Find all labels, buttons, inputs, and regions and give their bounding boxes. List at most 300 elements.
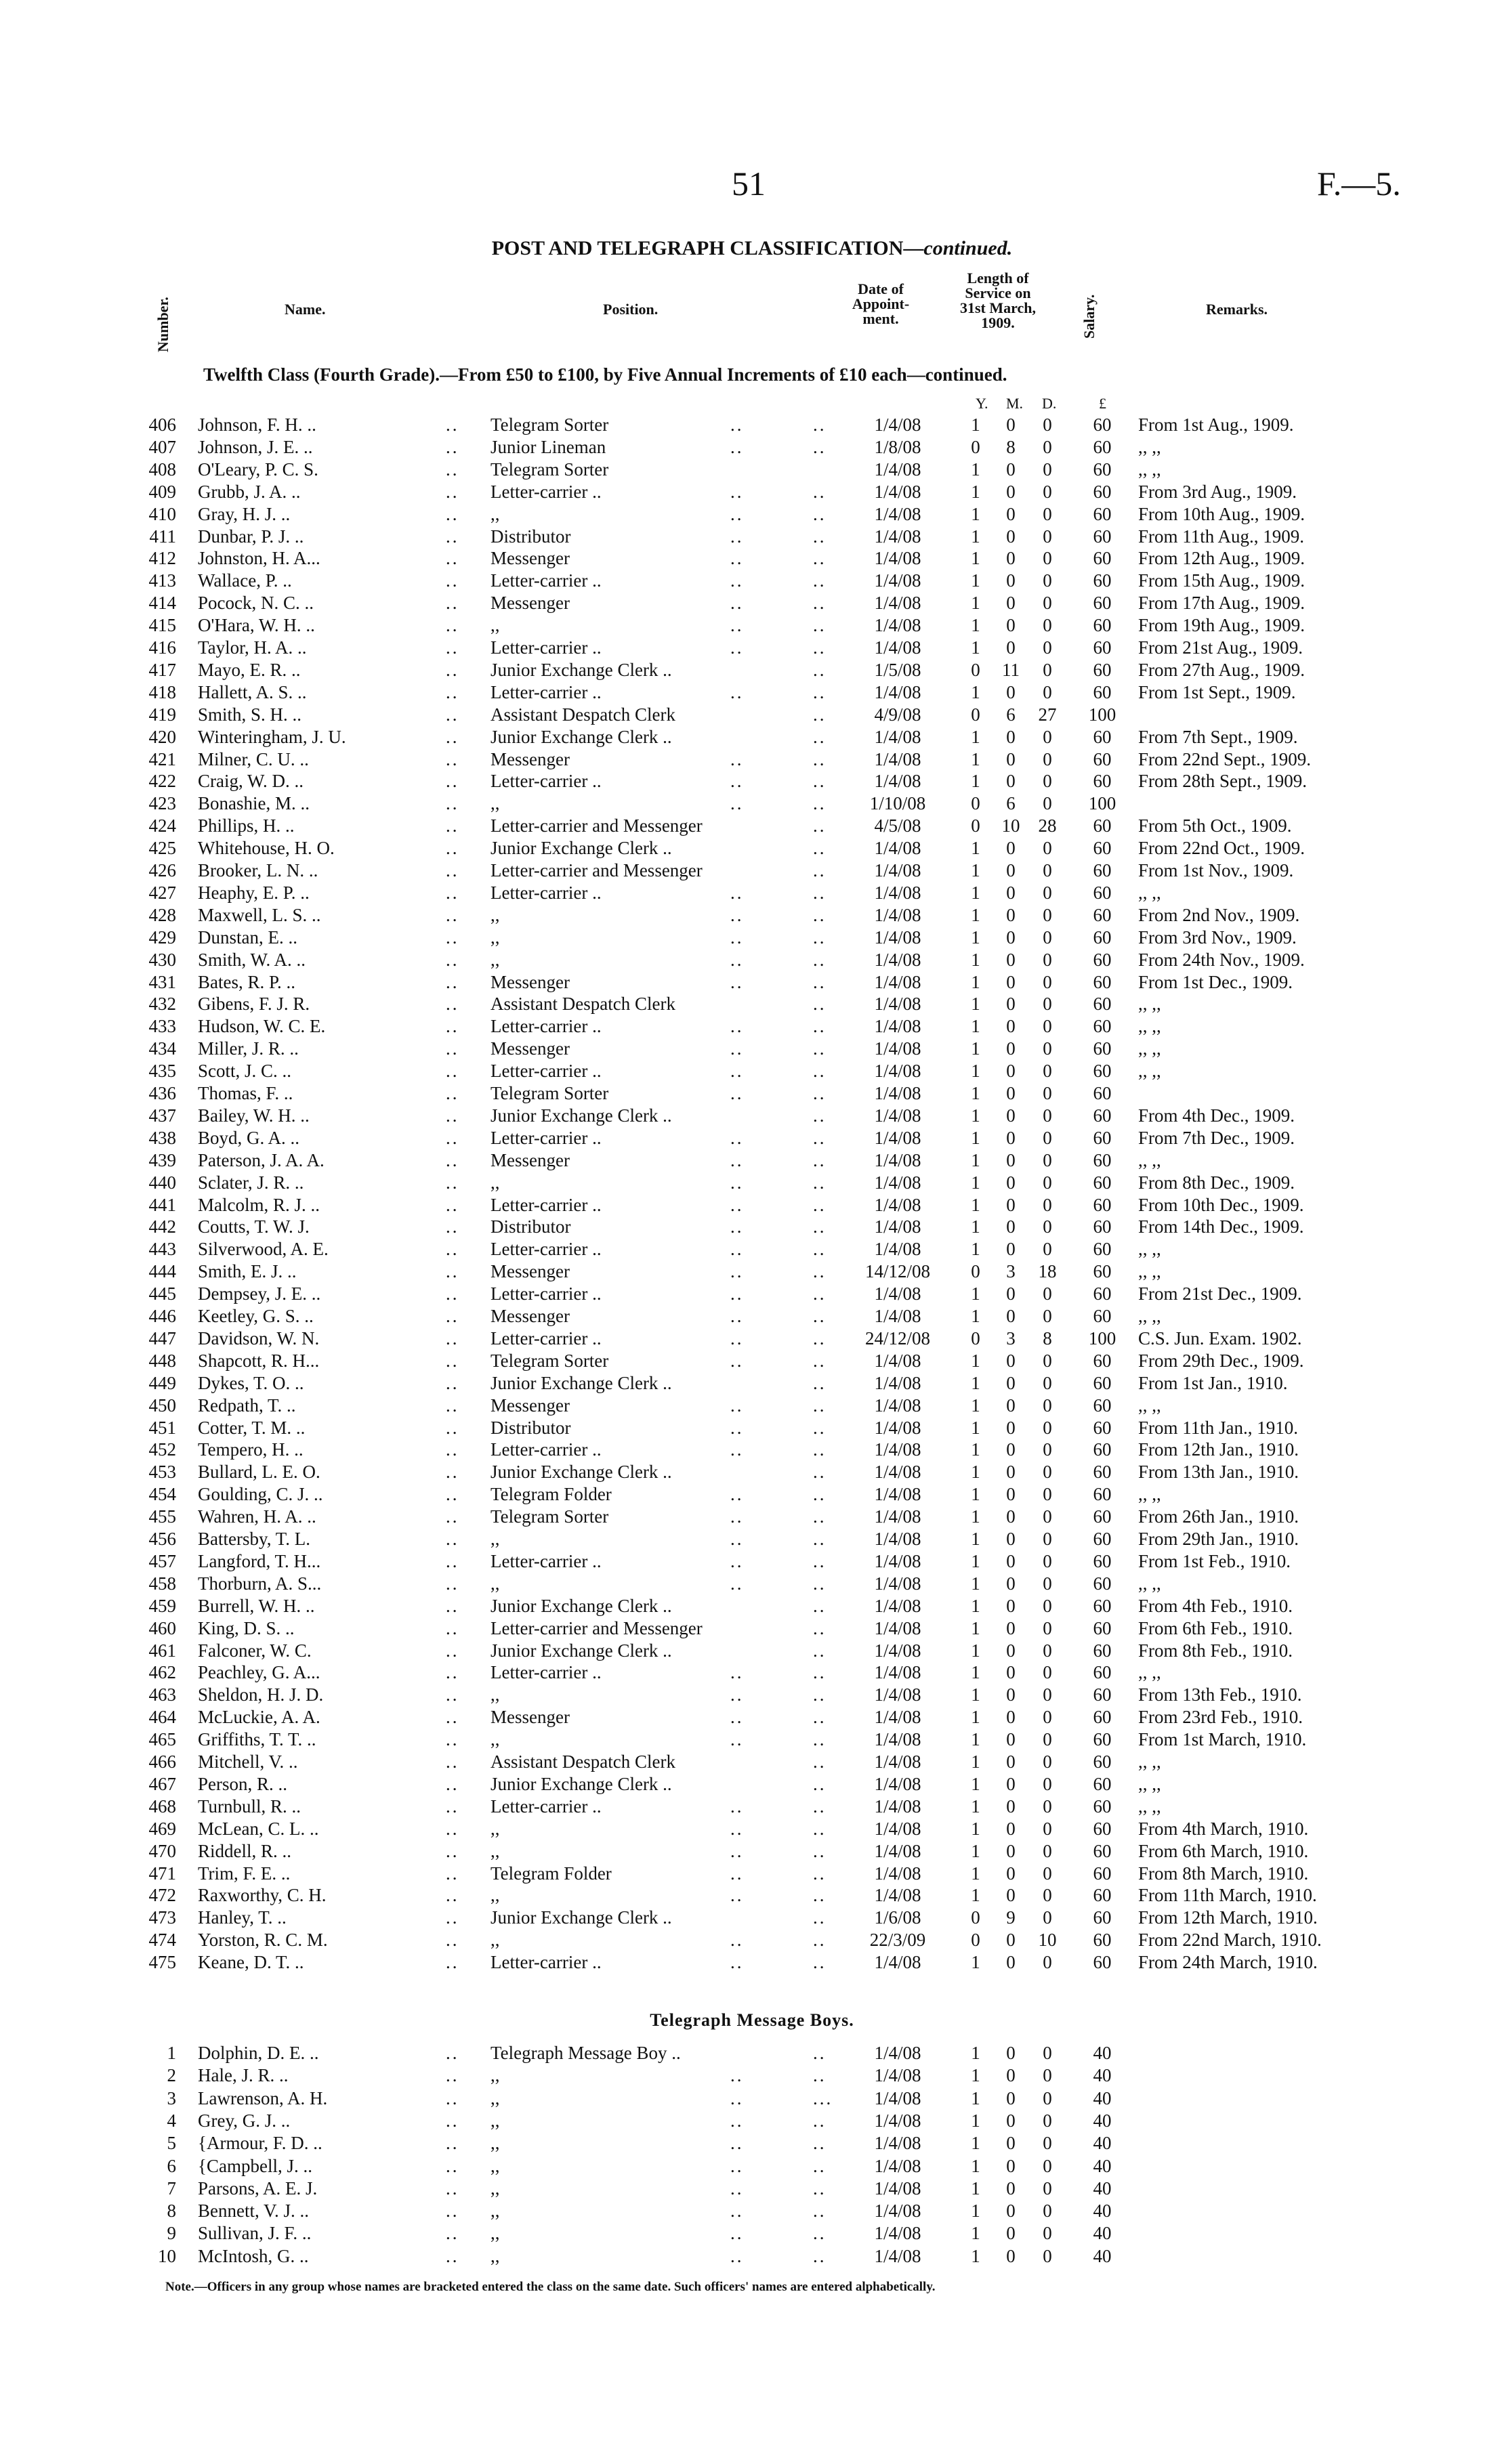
cell-months: 0 bbox=[1006, 1172, 1016, 1193]
cell-dots2: .. bbox=[730, 1239, 744, 1260]
cell-name: Hanley, T. .. bbox=[198, 1907, 287, 1928]
cell-days: 0 bbox=[1043, 1016, 1052, 1037]
cell-position: ,, bbox=[490, 949, 500, 970]
cell-months: 0 bbox=[1006, 1439, 1016, 1460]
cell-number: 410 bbox=[148, 503, 176, 524]
cell-days: 0 bbox=[1043, 2178, 1052, 2199]
cell-date: 1/4/08 bbox=[874, 1707, 921, 1728]
cell-years: 1 bbox=[971, 2133, 980, 2154]
cell-salary: 60 bbox=[1093, 838, 1112, 859]
cell-dots3: .. bbox=[813, 838, 827, 859]
cell-name: Riddell, R. .. bbox=[198, 1840, 292, 1861]
cell-number: 447 bbox=[148, 1327, 176, 1348]
cell-days: 0 bbox=[1043, 927, 1052, 948]
cell-years: 1 bbox=[971, 949, 980, 970]
cell-number: 460 bbox=[148, 1617, 176, 1638]
cell-dots3: .. bbox=[813, 1818, 827, 1839]
cell-name: Paterson, J. A. A. bbox=[198, 1149, 325, 1170]
cell-years: 1 bbox=[971, 1038, 980, 1059]
cell-dots1: .. bbox=[446, 1283, 459, 1304]
cell-years: 1 bbox=[971, 1952, 980, 1973]
cell-position: ,, bbox=[490, 2087, 500, 2108]
cell-days: 0 bbox=[1043, 593, 1052, 614]
cell-dots2: .. bbox=[730, 1662, 744, 1683]
cell-years: 1 bbox=[971, 593, 980, 614]
cell-years: 0 bbox=[971, 704, 980, 725]
cell-dots1: .. bbox=[446, 882, 459, 903]
cell-dots1: .. bbox=[446, 1930, 459, 1951]
cell-dots3: .. bbox=[813, 1462, 827, 1483]
cell-dots3: .. bbox=[813, 1484, 827, 1505]
cell-salary: 60 bbox=[1093, 1729, 1112, 1750]
cell-salary: 60 bbox=[1093, 994, 1112, 1015]
cell-years: 1 bbox=[971, 2043, 980, 2063]
cell-dots2: .. bbox=[730, 1395, 744, 1416]
cell-number: 2 bbox=[167, 2065, 176, 2086]
cell-date: 4/9/08 bbox=[874, 704, 921, 725]
cell-years: 1 bbox=[971, 1863, 980, 1884]
cell-dots3: .. bbox=[813, 882, 827, 903]
cell-position: ,, bbox=[490, 2110, 500, 2131]
cell-salary: 100 bbox=[1088, 793, 1116, 814]
cell-years: 1 bbox=[971, 1149, 980, 1170]
cell-date: 1/4/08 bbox=[874, 1662, 921, 1683]
cell-days: 0 bbox=[1043, 1751, 1052, 1772]
cell-dots1: .. bbox=[446, 2155, 459, 2176]
cell-dots1: .. bbox=[446, 1261, 459, 1282]
cell-name: Hallett, A. S. .. bbox=[198, 681, 307, 702]
cell-dots3: .. bbox=[813, 1550, 827, 1571]
cell-months: 0 bbox=[1006, 2245, 1016, 2266]
cell-months: 0 bbox=[1006, 1506, 1016, 1527]
cell-days: 0 bbox=[1043, 1172, 1052, 1193]
cell-dots2: .. bbox=[730, 526, 744, 547]
cell-months: 0 bbox=[1006, 615, 1016, 636]
cell-salary: 40 bbox=[1093, 2201, 1112, 2222]
cell-name: Wahren, H. A. .. bbox=[198, 1506, 316, 1527]
cell-dots2: .. bbox=[730, 2178, 744, 2199]
cell-remarks: From 12th March, 1910. bbox=[1138, 1907, 1318, 1928]
cell-remarks: From 4th Dec., 1909. bbox=[1138, 1105, 1295, 1126]
cell-days: 8 bbox=[1043, 1327, 1052, 1348]
cell-date: 1/4/08 bbox=[874, 1617, 921, 1638]
cell-position: Letter-carrier .. bbox=[490, 1194, 602, 1215]
cell-days: 0 bbox=[1043, 2110, 1052, 2131]
cell-salary: 60 bbox=[1093, 548, 1112, 569]
cell-name: Turnbull, R. .. bbox=[198, 1796, 301, 1817]
cell-dots2: .. bbox=[730, 748, 744, 769]
cell-remarks: ,, ,, bbox=[1138, 1662, 1161, 1683]
cell-number: 1 bbox=[167, 2043, 176, 2063]
cell-date: 1/4/08 bbox=[874, 927, 921, 948]
cell-years: 1 bbox=[971, 1595, 980, 1616]
cell-days: 0 bbox=[1043, 1529, 1052, 1549]
cell-position: Letter-carrier .. bbox=[490, 1796, 602, 1817]
cell-remarks: From 4th Feb., 1910. bbox=[1138, 1595, 1293, 1616]
cell-years: 1 bbox=[971, 615, 980, 636]
cell-dots1: .. bbox=[446, 415, 459, 435]
cell-dots1: .. bbox=[446, 1818, 459, 1839]
cell-months: 0 bbox=[1006, 681, 1016, 702]
cell-name: Craig, W. D. .. bbox=[198, 771, 304, 792]
cell-years: 1 bbox=[971, 2201, 980, 2222]
cell-dots3: .. bbox=[813, 1127, 827, 1148]
cell-dots2: .. bbox=[730, 548, 744, 569]
cell-years: 1 bbox=[971, 1283, 980, 1304]
cell-dots3: .. bbox=[813, 1952, 827, 1973]
cell-number: 445 bbox=[148, 1283, 176, 1304]
cell-number: 461 bbox=[148, 1640, 176, 1661]
cell-date: 1/4/08 bbox=[874, 2087, 921, 2108]
cell-dots2: .. bbox=[730, 771, 744, 792]
cell-days: 0 bbox=[1043, 1595, 1052, 1616]
cell-position: Junior Exchange Clerk .. bbox=[490, 1595, 672, 1616]
cell-remarks: ,, ,, bbox=[1138, 1796, 1161, 1817]
cell-dots2: .. bbox=[730, 2245, 744, 2266]
cell-position: Letter-carrier .. bbox=[490, 771, 602, 792]
cell-date: 1/4/08 bbox=[874, 994, 921, 1015]
cell-date: 1/4/08 bbox=[874, 415, 921, 435]
cell-salary: 40 bbox=[1093, 2223, 1112, 2244]
cell-date: 1/4/08 bbox=[874, 1462, 921, 1483]
cell-years: 1 bbox=[971, 1729, 980, 1750]
cell-dots3: .. bbox=[813, 593, 827, 614]
cell-remarks: From 12th Jan., 1910. bbox=[1138, 1439, 1299, 1460]
cell-date: 1/4/08 bbox=[874, 1127, 921, 1148]
cell-number: 426 bbox=[148, 860, 176, 880]
cell-salary: 60 bbox=[1093, 1372, 1112, 1393]
cell-salary: 60 bbox=[1093, 1439, 1112, 1460]
cell-days: 0 bbox=[1043, 949, 1052, 970]
cell-months: 0 bbox=[1006, 748, 1016, 769]
cell-salary: 40 bbox=[1093, 2133, 1112, 2154]
cell-salary: 60 bbox=[1093, 1105, 1112, 1126]
cell-days: 0 bbox=[1043, 860, 1052, 880]
cell-name: Grey, G. J. .. bbox=[198, 2110, 291, 2131]
cell-name: Miller, J. R. .. bbox=[198, 1038, 299, 1059]
cell-position: Letter-carrier .. bbox=[490, 570, 602, 591]
cell-dots3: .. bbox=[813, 2155, 827, 2176]
cell-months: 0 bbox=[1006, 1796, 1016, 1817]
cell-number: 414 bbox=[148, 593, 176, 614]
cell-name: Hale, J. R. .. bbox=[198, 2065, 289, 2086]
cell-dots1: .. bbox=[446, 526, 459, 547]
cell-dots1: .. bbox=[446, 838, 459, 859]
cell-days: 0 bbox=[1043, 2245, 1052, 2266]
cell-date: 1/4/08 bbox=[874, 1751, 921, 1772]
cell-dots1: .. bbox=[446, 2065, 459, 2086]
cell-dots1: .. bbox=[446, 1061, 459, 1082]
cell-position: Letter-carrier and Messenger bbox=[490, 1617, 703, 1638]
cell-number: 439 bbox=[148, 1149, 176, 1170]
cell-number: 448 bbox=[148, 1350, 176, 1371]
cell-dots1: .. bbox=[446, 1506, 459, 1527]
cell-name: Sullivan, J. F. .. bbox=[198, 2223, 312, 2244]
cell-days: 0 bbox=[1043, 882, 1052, 903]
cell-position: Messenger bbox=[490, 1261, 570, 1282]
cell-salary: 60 bbox=[1093, 815, 1112, 836]
cell-number: 415 bbox=[148, 615, 176, 636]
cell-name: Hudson, W. C. E. bbox=[198, 1016, 326, 1037]
cell-date: 1/4/08 bbox=[874, 882, 921, 903]
cell-date: 1/4/08 bbox=[874, 1506, 921, 1527]
cell-dots3: .. bbox=[813, 860, 827, 880]
cell-days: 0 bbox=[1043, 1640, 1052, 1661]
cell-position: Junior Lineman bbox=[490, 436, 606, 457]
cell-dots3: .. bbox=[813, 1327, 827, 1348]
cell-name: Brooker, L. N. .. bbox=[198, 860, 318, 880]
cell-days: 0 bbox=[1043, 2155, 1052, 2176]
cell-dots2: .. bbox=[730, 2087, 744, 2108]
cell-dots2: .. bbox=[730, 1306, 744, 1326]
cell-number: 455 bbox=[148, 1506, 176, 1527]
cell-date: 1/4/08 bbox=[874, 1083, 921, 1103]
cell-salary: 60 bbox=[1093, 570, 1112, 591]
cell-salary: 60 bbox=[1093, 1529, 1112, 1549]
cell-name: Scott, J. C. .. bbox=[198, 1061, 292, 1082]
cell-days: 0 bbox=[1043, 1194, 1052, 1215]
cell-months: 0 bbox=[1006, 1885, 1016, 1906]
cell-name: Coutts, T. W. J. bbox=[198, 1216, 310, 1237]
cell-dots3: .. bbox=[813, 2043, 827, 2063]
cell-days: 0 bbox=[1043, 2223, 1052, 2244]
cell-years: 1 bbox=[971, 1684, 980, 1705]
cell-salary: 60 bbox=[1093, 1952, 1112, 1973]
cell-name: Keetley, G. S. .. bbox=[198, 1306, 314, 1326]
cell-years: 1 bbox=[971, 2110, 980, 2131]
cell-dots3: .. bbox=[813, 748, 827, 769]
cell-years: 1 bbox=[971, 570, 980, 591]
section-heading-message-boys: Telegraph Message Boys. bbox=[650, 2010, 854, 2030]
cell-number: 456 bbox=[148, 1529, 176, 1549]
cell-dots1: .. bbox=[446, 1172, 459, 1193]
cell-dots3: .. bbox=[813, 2223, 827, 2244]
cell-position: ,, bbox=[490, 1573, 500, 1594]
cell-position: Junior Exchange Clerk .. bbox=[490, 1105, 672, 1126]
cell-days: 0 bbox=[1043, 481, 1052, 502]
cell-months: 0 bbox=[1006, 904, 1016, 925]
cell-years: 1 bbox=[971, 1506, 980, 1527]
cell-dots1: .. bbox=[446, 1484, 459, 1505]
cell-dots2: .. bbox=[730, 637, 744, 658]
cell-number: 457 bbox=[148, 1550, 176, 1571]
cell-dots2: .. bbox=[730, 1127, 744, 1148]
cell-dots1: .. bbox=[446, 2201, 459, 2222]
cell-dots1: .. bbox=[446, 1306, 459, 1326]
cell-years: 0 bbox=[971, 436, 980, 457]
cell-salary: 60 bbox=[1093, 1684, 1112, 1705]
cell-name: Burrell, W. H. .. bbox=[198, 1595, 315, 1616]
cell-salary: 60 bbox=[1093, 1506, 1112, 1527]
cell-dots3: .. bbox=[813, 793, 827, 814]
cell-months: 0 bbox=[1006, 771, 1016, 792]
cell-number: 429 bbox=[148, 927, 176, 948]
cell-number: 464 bbox=[148, 1707, 176, 1728]
cell-number: 434 bbox=[148, 1038, 176, 1059]
header-length-line2: Service on bbox=[965, 284, 1031, 301]
cell-dots2: .. bbox=[730, 503, 744, 524]
cell-position: Letter-carrier .. bbox=[490, 637, 602, 658]
cell-date: 1/4/08 bbox=[874, 838, 921, 859]
cell-dots2: .. bbox=[730, 1283, 744, 1304]
cell-years: 1 bbox=[971, 1439, 980, 1460]
cell-number: 433 bbox=[148, 1016, 176, 1037]
cell-salary: 60 bbox=[1093, 1573, 1112, 1594]
cell-dots1: .. bbox=[446, 459, 459, 480]
cell-position: ,, bbox=[490, 2201, 500, 2222]
cell-dots1: .. bbox=[446, 860, 459, 880]
cell-salary: 60 bbox=[1093, 1194, 1112, 1215]
cell-dots1: .. bbox=[446, 704, 459, 725]
cell-months: 0 bbox=[1006, 2133, 1016, 2154]
cell-dots3: .. bbox=[813, 436, 827, 457]
cell-days: 27 bbox=[1038, 704, 1057, 725]
cell-remarks: From 15th Aug., 1909. bbox=[1138, 570, 1305, 591]
cell-name: Bates, R. P. .. bbox=[198, 971, 296, 992]
cell-remarks: ,, ,, bbox=[1138, 1061, 1161, 1082]
cell-salary: 60 bbox=[1093, 1796, 1112, 1817]
cell-name: Bailey, W. H. .. bbox=[198, 1105, 310, 1126]
cell-remarks: From 28th Sept., 1909. bbox=[1138, 771, 1308, 792]
cell-number: 4 bbox=[167, 2110, 176, 2131]
cell-number: 470 bbox=[148, 1840, 176, 1861]
cell-salary: 60 bbox=[1093, 1640, 1112, 1661]
cell-dots3: .. bbox=[813, 2178, 827, 2199]
cell-months: 0 bbox=[1006, 1863, 1016, 1884]
cell-dots3: .. bbox=[813, 704, 827, 725]
cell-position: ,, bbox=[490, 1172, 500, 1193]
cell-date: 1/4/08 bbox=[874, 860, 921, 880]
cell-years: 0 bbox=[971, 1327, 980, 1348]
cell-salary: 60 bbox=[1093, 1417, 1112, 1438]
cell-position: Messenger bbox=[490, 548, 570, 569]
cell-date: 1/4/08 bbox=[874, 1439, 921, 1460]
cell-dots2: .. bbox=[730, 1261, 744, 1282]
header-date-line2: Appoint- bbox=[852, 295, 910, 312]
cell-remarks: From 22nd Oct., 1909. bbox=[1138, 838, 1305, 859]
cell-name: Lawrenson, A. H. bbox=[198, 2087, 328, 2108]
cell-number: 466 bbox=[148, 1751, 176, 1772]
cell-months: 0 bbox=[1006, 1462, 1016, 1483]
cell-years: 0 bbox=[971, 1907, 980, 1928]
cell-days: 0 bbox=[1043, 1462, 1052, 1483]
cell-number: 443 bbox=[148, 1239, 176, 1260]
cell-name: Davidson, W. N. bbox=[198, 1327, 320, 1348]
cell-dots3: .. bbox=[813, 1417, 827, 1438]
cell-days: 0 bbox=[1043, 1239, 1052, 1260]
cell-position: Letter-carrier .. bbox=[490, 1061, 602, 1082]
cell-remarks: From 26th Jan., 1910. bbox=[1138, 1506, 1299, 1527]
cell-salary: 60 bbox=[1093, 1038, 1112, 1059]
cell-name: Johnston, H. A... bbox=[198, 548, 320, 569]
grade-heading: Twelfth Class (Fourth Grade).—From £50 to £100, by Five Annual Increments of £10 each—continued. bbox=[203, 364, 1007, 385]
cell-dots3: .. bbox=[813, 481, 827, 502]
cell-position: Junior Exchange Clerk .. bbox=[490, 1372, 672, 1393]
cell-dots3: .. bbox=[813, 1283, 827, 1304]
cell-dots1: .. bbox=[446, 1573, 459, 1594]
cell-days: 0 bbox=[1043, 436, 1052, 457]
cell-years: 1 bbox=[971, 1395, 980, 1416]
cell-salary: 40 bbox=[1093, 2155, 1112, 2176]
cell-position: ,, bbox=[490, 1930, 500, 1951]
cell-months: 0 bbox=[1006, 1105, 1016, 1126]
cell-number: 413 bbox=[148, 570, 176, 591]
cell-date: 1/4/08 bbox=[874, 2110, 921, 2131]
cell-salary: 60 bbox=[1093, 860, 1112, 880]
cell-name: Yorston, R. C. M. bbox=[198, 1930, 328, 1951]
cell-number: 450 bbox=[148, 1395, 176, 1416]
cell-remarks: ,, ,, bbox=[1138, 436, 1161, 457]
cell-months: 0 bbox=[1006, 927, 1016, 948]
cell-date: 1/4/08 bbox=[874, 526, 921, 547]
cell-date: 1/4/08 bbox=[874, 1417, 921, 1438]
cell-months: 0 bbox=[1006, 971, 1016, 992]
cell-dots1: .. bbox=[446, 771, 459, 792]
cell-name: {Campbell, J. .. bbox=[198, 2155, 312, 2176]
cell-days: 0 bbox=[1043, 1907, 1052, 1928]
cell-salary: 60 bbox=[1093, 748, 1112, 769]
cell-salary: 60 bbox=[1093, 971, 1112, 992]
cell-salary: 60 bbox=[1093, 882, 1112, 903]
cell-salary: 60 bbox=[1093, 1462, 1112, 1483]
cell-dots1: .. bbox=[446, 2245, 459, 2266]
cell-number: 475 bbox=[148, 1952, 176, 1973]
cell-name: Pocock, N. C. .. bbox=[198, 593, 314, 614]
cell-name: McLean, C. L. .. bbox=[198, 1818, 319, 1839]
cell-date: 1/4/08 bbox=[874, 1796, 921, 1817]
cell-months: 0 bbox=[1006, 526, 1016, 547]
cell-dots3: .. bbox=[813, 548, 827, 569]
cell-dots1: .. bbox=[446, 1239, 459, 1260]
cell-number: 463 bbox=[148, 1684, 176, 1705]
cell-remarks: From 1st Dec., 1909. bbox=[1138, 971, 1293, 992]
cell-months: 0 bbox=[1006, 2043, 1016, 2063]
cell-dots1: .. bbox=[446, 1439, 459, 1460]
cell-dots1: .. bbox=[446, 2043, 459, 2063]
cell-dots3: .. bbox=[813, 815, 827, 836]
cell-name: Cotter, T. M. .. bbox=[198, 1417, 306, 1438]
cell-dots3: .. bbox=[813, 1595, 827, 1616]
cell-number: 5 bbox=[167, 2133, 176, 2154]
cell-number: 473 bbox=[148, 1907, 176, 1928]
cell-months: 0 bbox=[1006, 994, 1016, 1015]
cell-date: 1/4/08 bbox=[874, 2178, 921, 2199]
cell-position: ,, bbox=[490, 2133, 500, 2154]
cell-years: 1 bbox=[971, 548, 980, 569]
cell-number: 453 bbox=[148, 1462, 176, 1483]
cell-remarks: ,, ,, bbox=[1138, 459, 1161, 480]
cell-days: 0 bbox=[1043, 1216, 1052, 1237]
cell-remarks: ,, ,, bbox=[1138, 1773, 1161, 1794]
cell-remarks: ,, ,, bbox=[1138, 882, 1161, 903]
cell-months: 0 bbox=[1006, 1194, 1016, 1215]
cell-number: 417 bbox=[148, 659, 176, 680]
cell-remarks: ,, ,, bbox=[1138, 1016, 1161, 1037]
cell-position: Messenger bbox=[490, 971, 570, 992]
cell-date: 1/4/08 bbox=[874, 2065, 921, 2086]
cell-position: Messenger bbox=[490, 748, 570, 769]
cell-months: 0 bbox=[1006, 1083, 1016, 1103]
cell-months: 0 bbox=[1006, 882, 1016, 903]
cell-number: 408 bbox=[148, 459, 176, 480]
cell-remarks: ,, ,, bbox=[1138, 1751, 1161, 1772]
cell-months: 0 bbox=[1006, 860, 1016, 880]
cell-position: ,, bbox=[490, 1729, 500, 1750]
cell-number: 6 bbox=[167, 2155, 176, 2176]
cell-remarks: From 5th Oct., 1909. bbox=[1138, 815, 1292, 836]
cell-name: Keane, D. T. .. bbox=[198, 1952, 304, 1973]
cell-days: 28 bbox=[1038, 815, 1057, 836]
